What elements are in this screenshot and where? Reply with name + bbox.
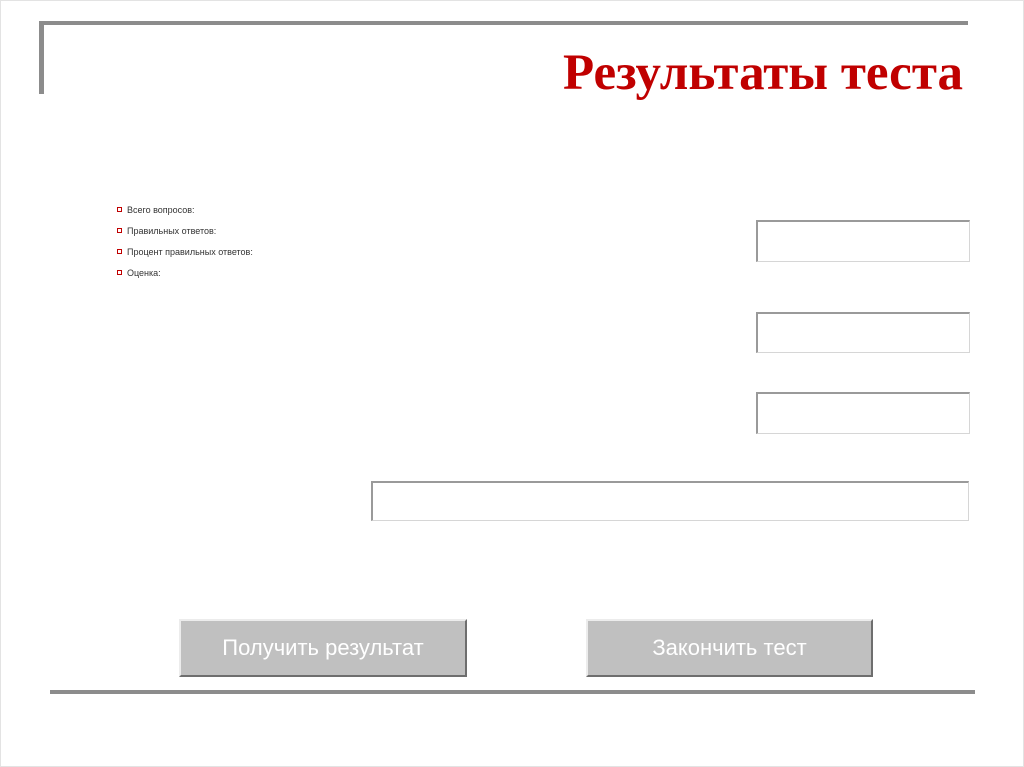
red-square-bullet-icon — [117, 270, 122, 275]
info-item-label: Правильных ответов: — [127, 225, 217, 236]
page-title: Результаты теста — [562, 45, 963, 101]
frame-top-line — [39, 21, 968, 25]
info-item-label: Процент правильных ответов: — [127, 246, 253, 257]
result-info-list — [117, 199, 253, 283]
grade-field[interactable] — [371, 481, 969, 521]
red-square-bullet-icon — [117, 207, 122, 212]
info-item-total-questions — [117, 199, 253, 220]
finish-test-button[interactable]: Закончить тест — [586, 619, 873, 677]
percent-correct-field[interactable] — [756, 392, 970, 434]
bottom-divider — [50, 690, 975, 694]
correct-answers-field[interactable] — [756, 312, 970, 353]
info-item-label: Оценка: — [127, 267, 161, 278]
info-item-grade — [117, 262, 253, 283]
info-item-correct-answers — [117, 220, 253, 241]
total-questions-field[interactable] — [756, 220, 970, 262]
frame-left-line — [39, 21, 44, 94]
info-item-percent-correct — [117, 241, 253, 262]
red-square-bullet-icon — [117, 249, 122, 254]
red-square-bullet-icon — [117, 228, 122, 233]
get-result-button[interactable]: Получить результат — [179, 619, 467, 677]
info-item-label: Всего вопросов: — [127, 204, 195, 215]
